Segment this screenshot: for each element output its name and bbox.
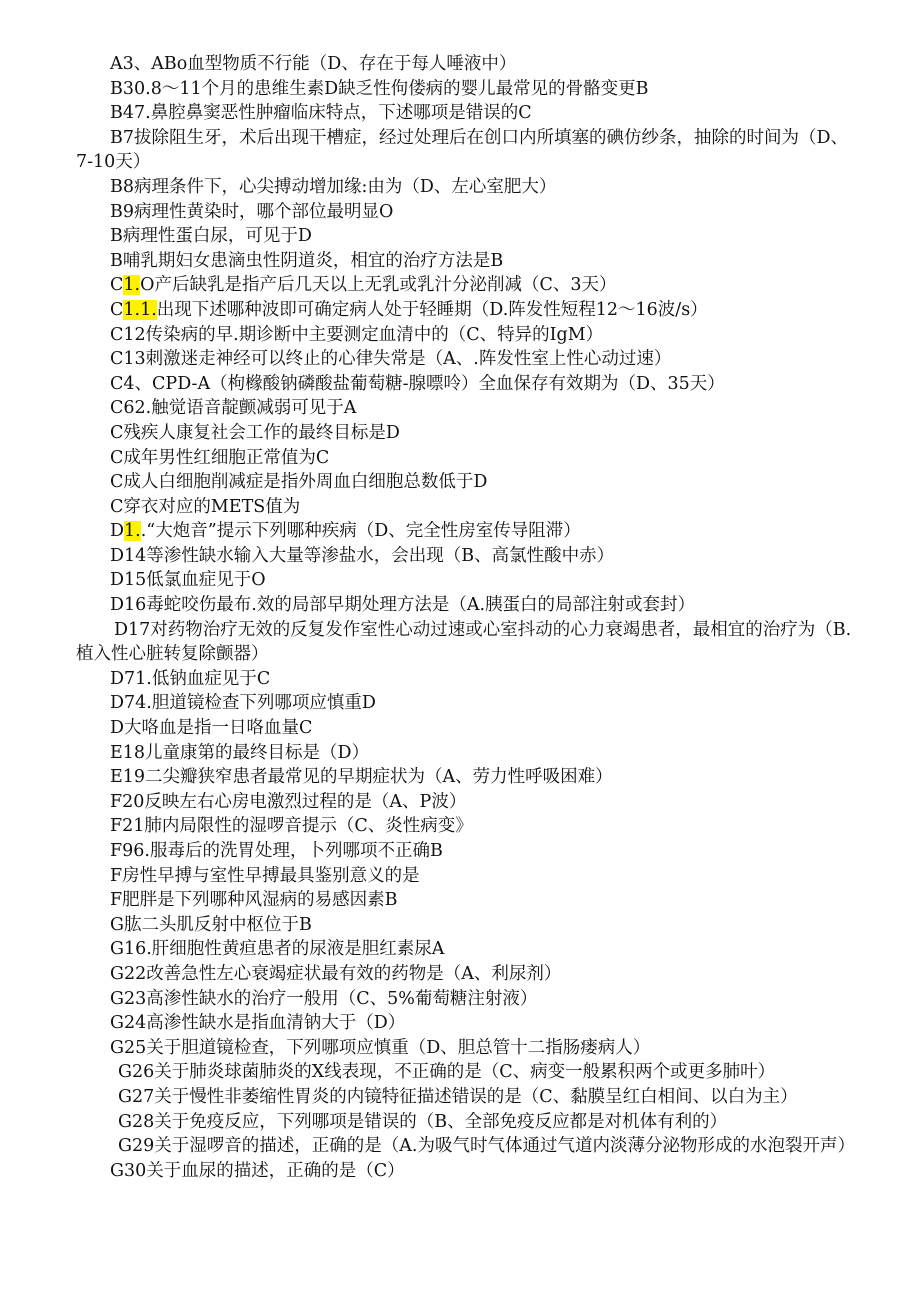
text-line-25: D74.胆道镜检查下列哪项应慎重D	[110, 693, 376, 714]
text-line-29: F20反映左右心房电激烈过程的是（A、P波）	[110, 791, 467, 812]
text-line-21: D15低氯血症见于O	[110, 570, 266, 591]
text-line-41: G27关于慢性非萎缩性胃炎的内镜特征描述错误的是（C、黏膜呈红白相间、以白为主）	[118, 1086, 798, 1107]
text-line-3: B47.鼻腔鼻窦恶性肿瘤临床特点，下述哪项是错误的C	[110, 103, 532, 124]
text-line-28: E19二尖瓣狭窄患者最常见的早期症状为（A、劳力性呼吸困难）	[110, 767, 613, 788]
text-line-44: G30关于血尿的描述，正确的是（C）	[110, 1160, 405, 1181]
text-line-6: B9病理性黄染时，哪个部位最明显O	[110, 201, 394, 222]
text-line-39: G25关于胆道镜检查，下列哪项应慎重（D、胆总管十二指肠瘘病人）	[110, 1037, 651, 1058]
text-line-12: C13刺激迷走神经可以终止的心律失常是（A、.阵发性室上性心动过速）	[110, 349, 672, 370]
text-line-32: F房性早搏与室性早搏最具鉴别意义的是	[110, 865, 420, 886]
highlighted-text: 1.1.	[123, 299, 157, 320]
text-line-13: C4、CPD-A（枸橼酸钠磷酸盐葡萄糖-腺嘌呤）全血保存有效期为（D、35天）	[110, 373, 725, 394]
text-line-20: D14等渗性缺水输入大量等渗盐水，会出现（B、高氯性酸中赤）	[110, 545, 615, 566]
text-line-34: G肱二头肌反射中枢位于B	[110, 914, 312, 935]
text-line-17: C成人白细胞削减症是指外周血白细胞总数低于D	[110, 472, 488, 493]
text-line-27: E18儿童康第的最终目标是（D）	[110, 742, 370, 763]
text-line-14: C62.触觉语音靛颤减弱可见于A	[110, 398, 357, 419]
text-line-9	[76, 273, 860, 298]
text-line-1: A3、ABo血型物质不行能（D、存在于每人唾液中）	[110, 54, 517, 74]
line-body: .“大炮音”提示下列哪种疾病（D、完全性房室传导阻滞）	[140, 521, 581, 542]
line-body: 出现下述哪种波即可确定病人处于轻睡期（D.阵发性短程12～16波/s）	[156, 299, 708, 320]
text-line-11: C12传染病的早.期诊断中主要测定血清中的（C、特异的IgM）	[110, 324, 604, 345]
text-line-4: B7拔除阻生牙，术后出现干槽症，经过处理后在创口内所填塞的碘仿纱条，抽除的时间为（D、7-10天）	[76, 127, 849, 173]
text-line-10	[76, 298, 860, 323]
highlighted-text: 1.	[123, 275, 141, 296]
text-line-18: C穿衣对应的METS值为	[110, 496, 301, 517]
text-line-38: G24高渗性缺水是指血清钠大于（D）	[110, 1013, 406, 1034]
text-line-5: B8病理条件下，心尖搏动增加缘:由为（D、左心室肥大）	[110, 176, 557, 197]
text-line-43: G29关于湿啰音的描述，正确的是（A.为吸气时气体通过气道内淡薄分泌物形成的水泡裂开声）	[118, 1136, 855, 1157]
text-line-24: D71.低钠血症见于C	[110, 668, 271, 689]
text-line-26: D大咯血是指一日咯血量C	[110, 718, 313, 739]
text-line-35: G16.肝细胞性黄疸患者的尿液是胆红素尿A	[110, 939, 445, 960]
text-line-40: G26关于肺炎球菌肺炎的X线表现，不正确的是（C、病变一般累积两个或更多肺叶）	[118, 1062, 776, 1083]
line-prefix: C	[110, 275, 124, 296]
text-line-19	[76, 519, 860, 544]
text-line-16: C成年男性红细胞正常值为C	[110, 447, 330, 468]
text-line-37: G23高渗性缺水的治疗一般用（C、5%葡萄糖注射液）	[110, 988, 538, 1009]
highlighted-text: 1.	[124, 521, 141, 542]
text-line-22: D16毒蛇咬伤最布.效的局部早期处理方法是（A.胰蛋白的局部注射或套封）	[110, 595, 696, 616]
text-line-42: G28关于免疫反应，下列哪项是错误的（B、全部免疫反应都是对机体有利的）	[118, 1111, 728, 1132]
text-line-31: F96.服毒后的洗胃处理，卜列哪项不正确B	[110, 841, 443, 861]
line-body: O产后缺乳是指产后几天以上无乳或乳汁分泌削减（C、3天）	[140, 275, 617, 296]
text-line-36: G22改善急性左心衰竭症状最有效的药物是（A、利尿剂）	[110, 963, 562, 984]
text-line-2: B30.8～11个月的患维生素D缺乏性佝偻病的婴儿最常见的骨骼变更B	[110, 78, 649, 99]
line-prefix: C	[110, 299, 124, 320]
text-line-15: C残疾人康复社会工作的最终目标是D	[110, 422, 400, 443]
line-prefix: D	[110, 521, 125, 542]
text-line-7: B病理性蛋白尿，可见于D	[110, 226, 312, 247]
text-line-33: F肥胖是下列哪种风湿病的易感因素B	[110, 890, 398, 911]
text-line-23: D17对药物治疗无效的反复发作室性心动过速或心室抖动的心力衰竭患者，最相宜的治疗为（B.植入性心脏转复除颤器）	[76, 619, 852, 665]
text-line-8: B哺乳期妇女患滴虫性阴道炎，相宜的治疗方法是B	[110, 250, 504, 271]
text-line-30: F21肺内局限性的湿啰音提示（C、炎性病变》	[110, 816, 473, 837]
